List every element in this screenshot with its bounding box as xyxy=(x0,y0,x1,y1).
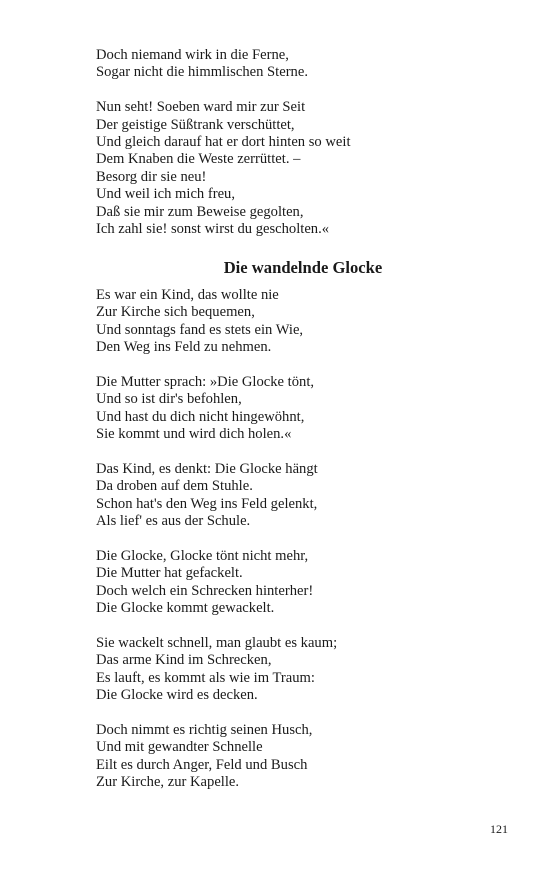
verse-line: Zur Kirche sich bequemen, xyxy=(96,304,255,321)
verse-line: Doch nimmt es richtig seinen Husch, xyxy=(96,721,313,738)
verse-line: Sogar nicht die himmlischen Sterne. xyxy=(96,64,308,81)
stanza xyxy=(96,461,516,531)
verse-line: Der geistige Süßtrank verschüttet, xyxy=(96,116,295,133)
poem-title: Die wandelnde Glocke xyxy=(223,257,383,277)
verse-line: Und so ist dir's befohlen, xyxy=(96,391,242,408)
stanza xyxy=(96,374,516,444)
verse-line: Sie wackelt schnell, man glaubt es kaum; xyxy=(96,634,338,651)
verse-line: Es war ein Kind, das wollte nie xyxy=(96,286,279,303)
page-number: 121 xyxy=(490,822,508,836)
verse-line: Die Glocke, Glocke tönt nicht mehr, xyxy=(96,547,309,564)
verse-line: Die Glocke wird es decken. xyxy=(96,687,258,704)
verse-line: Besorg dir sie neu! xyxy=(96,168,207,185)
verse-line: Das Kind, es denkt: Die Glocke hängt xyxy=(96,460,318,477)
verse-line: Und hast du dich nicht hingewöhnt, xyxy=(96,408,305,425)
stanza xyxy=(96,722,516,792)
verse-line: Es lauft, es kommt als wie im Traum: xyxy=(96,669,315,686)
stanza xyxy=(96,287,516,357)
stanza xyxy=(96,99,516,238)
verse-line: Schon hat's den Weg ins Feld gelenkt, xyxy=(96,495,318,512)
verse-line: Und sonntags fand es stets ein Wie, xyxy=(96,321,304,338)
verse-line: Die Mutter sprach: »Die Glocke tönt, xyxy=(96,373,315,390)
verse-line: Als lief' es aus der Schule. xyxy=(96,513,251,530)
verse-line: Die Glocke kommt gewackelt. xyxy=(96,600,275,617)
stanza xyxy=(96,635,516,705)
verse-line: Dem Knaben die Weste zerrüttet. – xyxy=(96,151,301,168)
text-block xyxy=(96,47,516,809)
verse-line: Und gleich darauf hat er dort hinten so weit xyxy=(96,134,351,151)
stanza xyxy=(96,548,516,618)
verse-line: Zur Kirche, zur Kapelle. xyxy=(96,774,240,791)
verse-line: Den Weg ins Feld zu nehmen. xyxy=(96,339,272,356)
verse-line: Da droben auf dem Stuhle. xyxy=(96,478,253,495)
verse-line: Daß sie mir zum Beweise gegolten, xyxy=(96,203,304,220)
verse-line: Doch niemand wirk in die Ferne, xyxy=(96,47,289,63)
verse-line: Doch welch ein Schrecken hinterher! xyxy=(96,582,314,599)
verse-line: Sie kommt und wird dich holen.« xyxy=(96,426,292,443)
verse-line: Die Mutter hat gefackelt. xyxy=(96,565,243,582)
verse-line: Ich zahl sie! sonst wirst du gescholten.« xyxy=(96,221,330,238)
verse-line: Und weil ich mich freu, xyxy=(96,186,236,203)
verse-line: Das arme Kind im Schrecken, xyxy=(96,652,272,669)
verse-line: Eilt es durch Anger, Feld und Busch xyxy=(96,756,308,773)
verse-line: Nun seht! Soeben ward mir zur Seit xyxy=(96,99,306,116)
stanza xyxy=(96,47,516,82)
verse-line: Und mit gewandter Schnelle xyxy=(96,739,263,756)
